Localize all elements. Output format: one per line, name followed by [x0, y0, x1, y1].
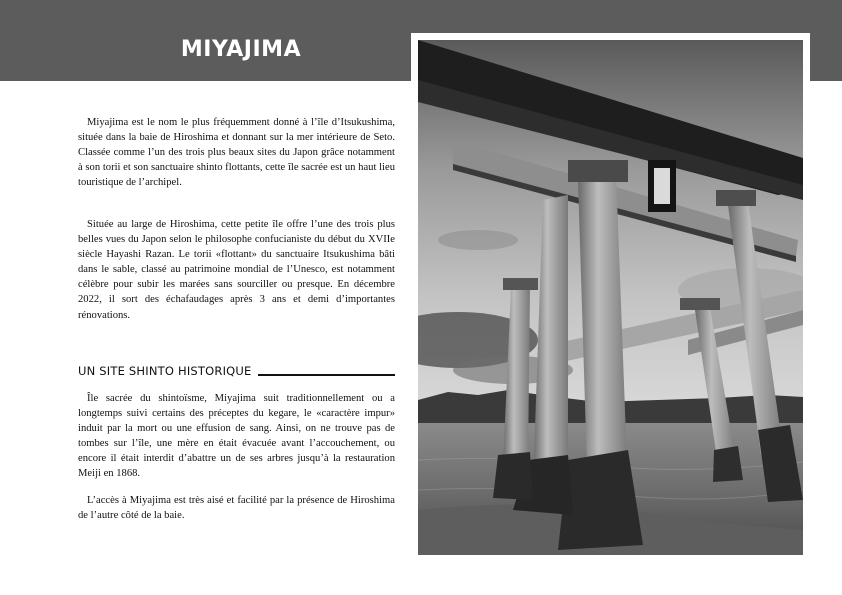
section-paragraph-2: L’accès à Miyajima est très aisé et facilité par la présence de Hiroshima de l’autre côté de la baie. — [78, 495, 395, 522]
intro-paragraph-1: Miyajima est le nom le plus fréquemment donné à l’île d’Itsukushima, située dans la baie de Hiroshima et donnant sur la mer intérieure de Seto. Classée comme l’un des trois plus beaux sites du Japon grâce notamment à son torii et son sanctuaire shinto flottants, cette île sacrée est un haut lieu touristique de l’archipel. — [78, 117, 395, 189]
section-heading-text: UN SITE SHINTO HISTORIQUE — [78, 364, 252, 378]
section-heading-rule — [258, 374, 395, 376]
torii-gate-photo — [418, 40, 803, 555]
torii-gate-illustration — [418, 40, 803, 555]
intro-paragraph-2: Située au large de Hiroshima, cette petite île offre l’une des trois plus belles vues du Japon selon le philosophe confucianiste du début du XVIIe siècle Hayashi Razan. Le torii «flottant» du sanctuaire Itsukushima bâti dans le sable, classé au patrimoine mondial de l’Unesco, est notamment célèbre pour subir les marées sans sourciller ou presque. En décembre 2022, il sort des échafaudages après 3 ans et demi d’importantes rénovations. — [78, 219, 395, 321]
page-title: MIYAJIMA — [180, 37, 302, 62]
section-paragraph-1: Île sacrée du shintoïsme, Miyajima suit traditionnellement ou a longtemps suivi certains des préceptes du kegare, le «caractère impur» induit par la mort ou une effusion de sang. Ainsi, on ne trouve pas de tombes sur l’île, une mère en était évacuée avant l’accouchement, ou encore il était interdit d’abattre un de ses arbres jusqu’à la restauration Meiji en 1868. — [78, 393, 395, 480]
photo-frame — [411, 33, 810, 562]
section-heading — [78, 360, 395, 378]
